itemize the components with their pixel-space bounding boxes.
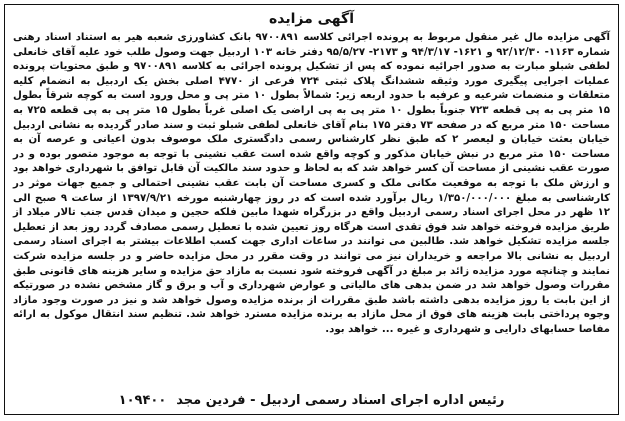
notice-signature: رئیس اداره اجرای اسناد رسمی اردبیل - فردین مجد — [176, 393, 505, 408]
notice-footer — [13, 392, 610, 410]
auction-notice — [4, 4, 619, 415]
notice-body: آگهی مزایده مال غیر منقول مربوط به پرونده اجرائی کلاسه ۹۷۰۰۸۹۱ بانک کشاورزی شعبه هیر به استناد اسناد رهنی شماره ۱۱۶۳- ۹۲/۱۲/۳۰ و ۱۶۲۱- ۹۴/۳/۱۷ و ۲۱۷۳- ۹۵/۵/۲۷ دفتر خانه ۱۰۳ اردبیل جهت وصول طلب خود علیه آقای خانعلی لطفی شبلو مبارت به صدور اجرائیه نموده که پس از تشکیل پرونده اجرائی به کلاسه ۹۷۰۰۸۹۱ و طبق محتویات پرونده عملیات اجرایی پیگیری مورد وثیقه ششدانگ پلاک ثبتی ۷۲۴ فرعی از ۴۷۷۰ اصلی بخش یک اردبیل به انضمام کلیه متعلقات و منضمات شرعیه و عرفیه با حدود اربعه زیر: شمالاً بطول ۱۰ متر پی و محل ورود است به کوچه شرقاً بطول ۱۵ متر پی به پی قطعه ۷۲۳ جنوباً بطول ۱۰ متر پی به پی اراضی یک اصلی غرباً بطول ۱۵ متر پی به پی قطعه ۷۲۵ به مساحت ۱۵۰ متر مربع که در صفحه ۷۳ دفتر ۱۷۵ بنام آقای خانعلی لطفی شبلو ثبت و سند صادر گردیده به نشانی اردبیل خیابان بعثت خیابان و لیعصر ۲ که طبق نظر کارشناس رسمی دادگستری ملک موصوف بدون اعیانی و عرصه آن به مساحت ۱۵۰ متر مربع در نبش خیابان مذکور و کوچه واقع شده است عقب نشینی با توجه به موجود متصور بوده و در صورت عقب نشینی از مساحت آن کسر خواهد شد که به لحاظ و حدود سند مالکیت آن قابل توافق با شهرداری خواهد بود و ارزش ملک با توجه به موقعیت مکانی ملک و کسری مساحت آن بابت عقب نشینی احتمالی و جمیع جهات موثر در کارشناسی به مبلغ ۱/۳۵۰/۰۰۰/۰۰۰ ریال برآورد شده است که در روز چهارشنبه مورخه ۱۳۹۷/۹/۲۱ از ساعت ۹ صبح الی ۱۲ ظهر در محل اجرای اسناد رسمی اردبیل واقع در بزرگراه شهدا مابین فلکه حجین و میدان قدس جنب تالار میلاد از طریق مزایده فروخته خواهد شد فوق تقدی است هرگاه روز تعیین شده با تعطیل رسمی مصادف گردد روز بعد از تعطیل جلسه مزایده تشکیل خواهد شد. طالبین می توانند در ساعات اداری جهت کسب اطلاعات بیشتر به اجرای اسناد رسمی اردبیل به نشانی بالا مراجعه و خریداران نیز می توانند در وقت مقرر در محل مزایده حاضر و در جلسه مزایده شرکت نمایند و چنانچه مورد مزایده زائد بر مبلغ در آگهی فروخته شود نسبت به مازاد حق مزایده و سایر هزینه های قانونی طبق مقررات وصول خواهد شد در ضمن بدهی های مالیاتی و عوارض شهرداری و آب و برق و گاز مشخص نشده در صورتیکه از این بابت یا روز مزایده بدهی داشته باشد طبق مقررات از برنده مزایده وصول خواهد شد و نیز در صورت وجود مازاد وجوه پرداختی بابت هزینه های فوق از محل مازاد به برنده مزایده مسترد خواهد شد. تنظیم سند انتقال موکول به ارائه مفاصا حسابهای دارایی و شهرداری و غیره ... خواهد بود. — [13, 32, 611, 335]
notice-title: آگهی مزایده — [268, 11, 354, 27]
notice-code: ۱۰۹۴۰۰ — [118, 393, 167, 408]
